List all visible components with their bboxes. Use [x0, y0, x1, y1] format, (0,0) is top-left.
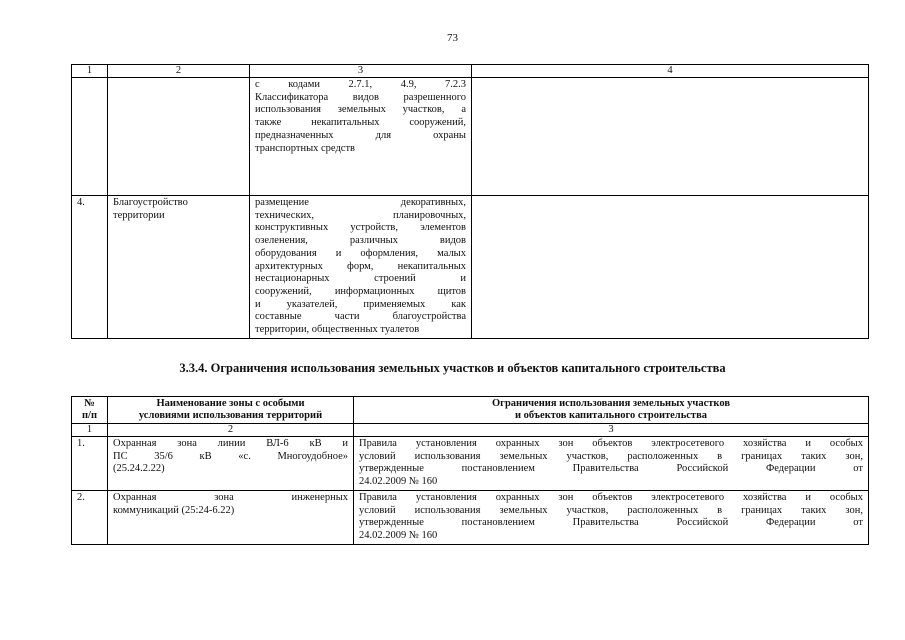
text-line: сооружений, информационных щитов [255, 285, 466, 297]
land-use-table [71, 64, 869, 339]
text-line: утвержденные постановлением Правительства Российской Федерации от [359, 463, 863, 475]
column-number-row [72, 65, 869, 78]
column-number: 3 [354, 424, 869, 437]
header-row [72, 397, 869, 424]
row-number: 1. [72, 437, 108, 491]
text-line: конструктивных устройств, элементов [255, 222, 466, 234]
text-line: Благоустройство [113, 197, 188, 208]
text-line: утвержденные постановлением Правительства Российской Федерации от [359, 517, 863, 529]
text-line: 24.02.2009 № 160 [359, 476, 438, 488]
text-line: коммуникаций (25:24-6.22) [113, 504, 235, 516]
text-line: Правила установления охранных зон объектов электросетевого хозяйства и особых [359, 491, 863, 503]
text-line: архитектурных форм, некапитальных [255, 260, 466, 272]
text-line: предназначенных для охраны [255, 129, 466, 141]
header-text: № [84, 398, 95, 409]
restriction-text [354, 490, 869, 544]
text-line: и указателей, применяемых как [255, 298, 466, 310]
text-line: 24.02.2009 № 160 [359, 529, 438, 541]
text-line: размещение декоративных, [255, 197, 466, 208]
text-line: Правила установления охранных зон объектов электросетевого хозяйства и особых [359, 438, 863, 449]
notes-cell [472, 78, 869, 196]
text-line: озеленения, различных видов [255, 235, 466, 247]
zone-name [108, 437, 354, 491]
zone-name [108, 196, 250, 339]
text-line: оборудования и оформления, малых [255, 247, 466, 259]
text-line: условий использования земельных участков, расположенных в границах таких зон, [359, 450, 863, 462]
text-line: нестационарных строений и [255, 273, 466, 285]
section-heading: 3.3.4. Ограничения использования земельных участков и объектов капитального строительства [179, 361, 726, 375]
header-text: Наименование зоны с особыми [156, 398, 305, 409]
header-zone-name [108, 397, 354, 424]
text-line: Охранная зона линии ВЛ-6 кВ и [113, 438, 348, 449]
text-line: условий использования земельных участков, расположенных в границах таких зон, [359, 504, 863, 516]
column-number: 3 [250, 65, 472, 78]
text-line: использования земельных участков, а [255, 104, 466, 116]
header-text: п/п [81, 410, 98, 421]
column-number: 4 [472, 65, 869, 78]
text-line: ПС 35/6 кВ «с. Многоудобное» [113, 450, 348, 462]
header-number [72, 397, 108, 424]
text-line: с кодами 2.7.1, 4.9, 7.2.3 [255, 79, 466, 90]
row-number [72, 78, 108, 196]
column-number: 1 [72, 424, 108, 437]
table-row [72, 490, 869, 544]
text-line: (25.24.2.22) [113, 463, 165, 475]
table-row [72, 437, 869, 491]
restriction-text [354, 437, 869, 491]
text-line: Охранная зона инженерных [113, 491, 348, 503]
header-restrictions [354, 397, 869, 424]
row-number: 4. [72, 196, 108, 339]
text-line: территории [113, 209, 165, 221]
row-number: 2. [72, 490, 108, 544]
text-line: транспортных средств [255, 142, 356, 154]
use-description [250, 78, 472, 196]
column-number-row [72, 424, 869, 437]
table-row [72, 78, 869, 196]
column-number: 2 [108, 65, 250, 78]
header-text: условиями использования территорий [138, 410, 323, 421]
text-line: территории, общественных туалетов [255, 324, 420, 336]
header-text: Ограничения использования земельных участков [492, 398, 730, 409]
zone-name [108, 490, 354, 544]
notes-cell [472, 196, 869, 339]
column-number: 2 [108, 424, 354, 437]
restrictions-table [71, 396, 869, 545]
page-number: 73 [447, 32, 458, 44]
zone-name [108, 78, 250, 196]
table-row [72, 196, 869, 339]
text-line: составные части благоустройства [255, 311, 466, 323]
header-text: и объектов капитального строительства [515, 410, 707, 421]
text-line: Классификатора видов разрешенного [255, 91, 466, 103]
text-line: также некапитальных сооружений, [255, 117, 466, 129]
column-number: 1 [72, 65, 108, 78]
use-description [250, 196, 472, 339]
text-line: технических, планировочных, [255, 209, 466, 221]
